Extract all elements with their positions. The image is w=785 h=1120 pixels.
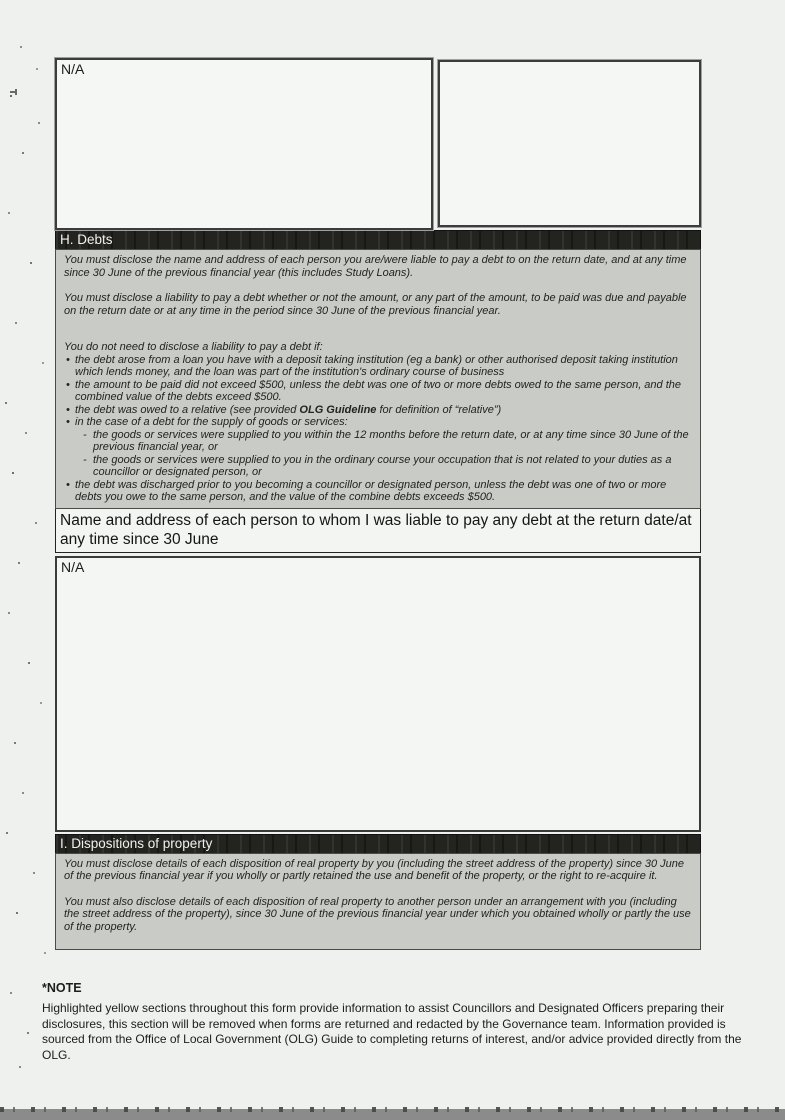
section-header-dispositions	[55, 834, 701, 853]
footnote-title: *NOTE	[42, 981, 82, 995]
list-item-text: the debt was discharged prior to you becoming a councillor or designated person, unless the debt was one of two or more debts you owe to the same person, and the value of the combine debts exceeds $500.	[75, 478, 667, 503]
section-header-label: H. Debts	[60, 232, 113, 247]
previous-section-answer-box-right	[438, 60, 701, 227]
scan-noise-speckles	[0, 0, 2, 2]
list-item	[64, 354, 692, 379]
list-item-text: in the case of a debt for the supply of goods or services:	[75, 416, 348, 428]
previous-section-answer-row	[55, 58, 701, 230]
dispositions-paragraph-2: You must also disclose details of each disposition of real property to another person under an arrangement with you (including the street address of the property), since 30 June of the previous financial year under which you obtained wholly or partly the use of the property.	[64, 895, 691, 933]
list-item	[64, 479, 692, 504]
list-item	[64, 416, 692, 479]
list-item: - the goods or services were supplied to you in the ordinary course your occupation that is not related to your duties as a councillor or designated person, or	[81, 454, 692, 479]
form-content-column	[55, 58, 701, 950]
section-header-debts	[55, 230, 701, 249]
list-item	[64, 379, 692, 404]
list-item-text: the amount to be paid did not exceed $500, unless the debt was one of two or more debts owed to the same person, and the combined value of the debts exceed $500.	[75, 378, 682, 403]
debts-paragraph-2: You must disclose a liability to pay a debt whether or not the amount, or any part of the amount, to be paid was due and payable on the return date or at any time in the period since 30 June of the previous financial year.	[64, 292, 687, 317]
list-item-text: the debt arose from a loan you have with a deposit taking institution (eg a bank) or other authorised deposit taking institution which lends money, and the loan was part of the institution's ordinary course of business	[75, 353, 678, 378]
list-item: - the goods or services were supplied to you within the 12 months before the return date, or at any time since 30 June of the previous financial year, or	[81, 429, 692, 454]
debts-response-box	[55, 556, 701, 832]
list-item-text: the debt was owed to a relative (see provided	[75, 403, 300, 416]
list-item-text: for definition of “relative”)	[376, 403, 502, 416]
list-item	[64, 404, 692, 417]
section-header-label: I. Dispositions of property	[60, 835, 213, 851]
debts-goods-services-sublist	[75, 429, 692, 479]
footnote-block	[42, 981, 742, 1063]
answer-value: N/A	[61, 61, 85, 77]
scan-noise-mark	[10, 91, 17, 93]
debts-instructions	[55, 249, 701, 509]
footnote-text: Highlighted yellow sections throughout this form provide information to assist Councillors and Designated Officers preparing their disclosures, this section will be removed when forms are returned and redacted by the Governance team. Information provided is sourced from the Office of Local Government (OLG) Guide to completing returns of interest, and/or advice provided directly from the OLG.	[42, 1001, 742, 1062]
dispositions-instructions	[55, 853, 701, 951]
debts-response-value: N/A	[61, 558, 85, 575]
debts-response-label: Name and address of each person to whom I was liable to pay any debt at the return date/at any time since 30 June	[55, 509, 701, 553]
debts-paragraph-1: You must disclose the name and address of each person you are/were liable to pay a debt to on the return date, and at any time since 30 June of the previous financial year (this includes Study Loans).	[64, 254, 687, 279]
olg-guideline-emphasis: OLG Guideline	[299, 403, 377, 416]
debts-exemptions-intro: You do not need to disclose a liability to pay a debt if:	[64, 341, 323, 353]
debts-exemptions-list	[64, 354, 692, 504]
next-page-edge	[0, 1109, 785, 1120]
dispositions-paragraph-1: You must disclose details of each disposition of real property by you (including the street address of the property) since 30 June of the previous financial year if you wholly or partly retained the use and benefit of the property, or the right to re-acquire it.	[64, 857, 685, 882]
previous-section-answer-box-left	[55, 58, 433, 230]
